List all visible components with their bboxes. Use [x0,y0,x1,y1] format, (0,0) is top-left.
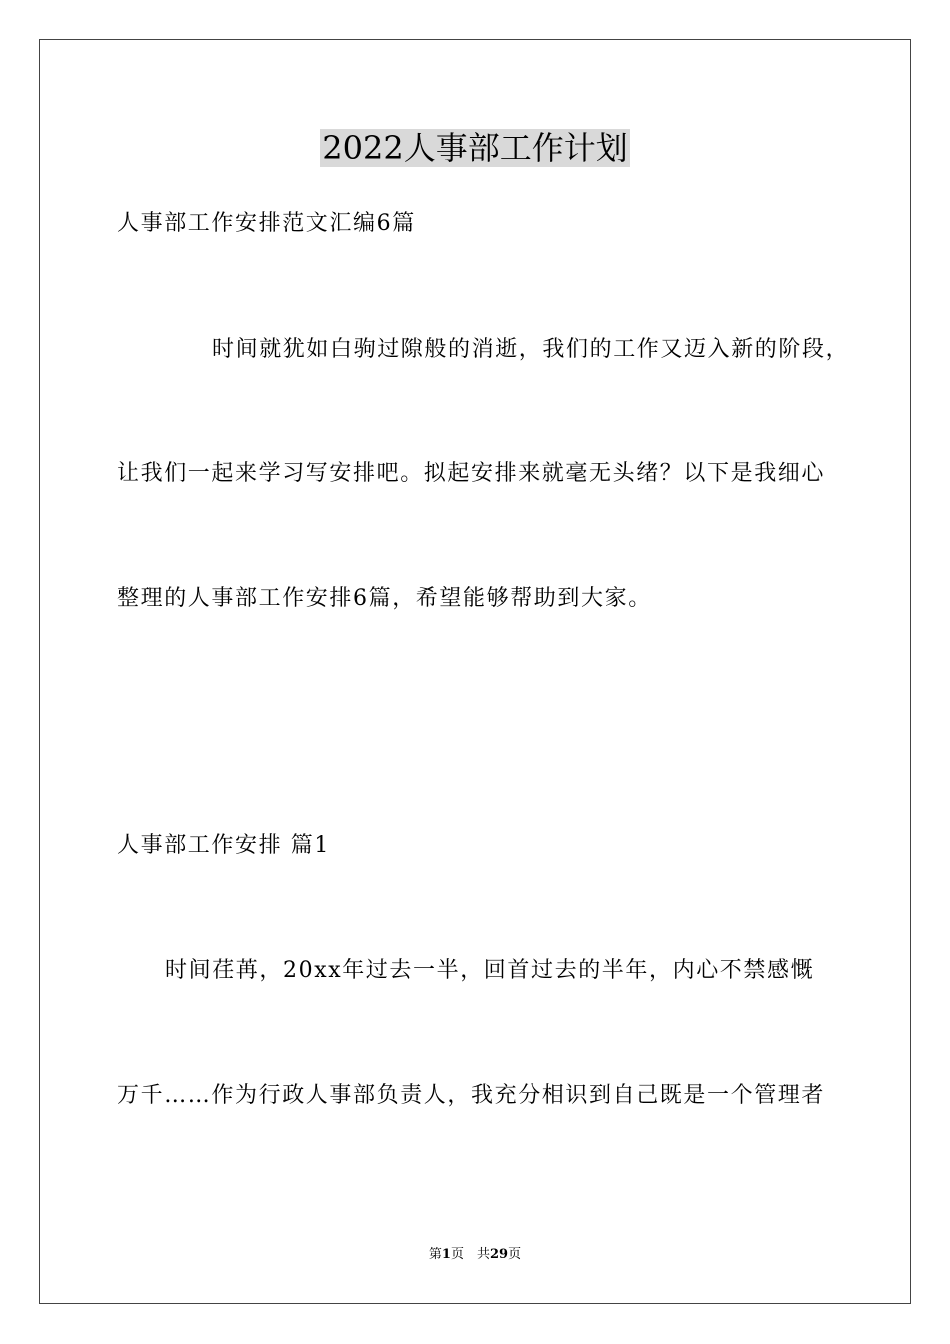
section-line-1: 时间荏苒，20xx年过去一半，回首过去的半年，内心不禁感慨 [165,958,815,983]
document-title-text: 2022人事部工作计划 [322,129,628,167]
intro-line-1: 时间就犹如白驹过隙般的消逝，我们的工作又迈入新的阶段， [212,337,850,362]
footer-suffix: 页 [508,1247,522,1262]
document-title [0,128,950,168]
footer-prefix: 第 [428,1247,442,1262]
section-line-2: 万千……作为行政人事部负责人，我充分相识到自己既是一个管理者 [117,1083,826,1108]
page-footer [0,1246,950,1264]
intro-line-2: 让我们一起来学习写安排吧。拟起安排来就毫无头绪？以下是我细心 [117,461,826,486]
footer-mid: 页 共 [450,1247,490,1262]
intro-line-3: 整理的人事部工作安排6篇，希望能够帮助到大家。 [117,586,652,611]
document-subtitle: 人事部工作安排范文汇编6篇 [117,211,416,236]
footer-total-pages: 29 [489,1247,509,1262]
section-heading: 人事部工作安排 篇1 [117,833,330,858]
footer-current-page: 1 [441,1247,451,1262]
